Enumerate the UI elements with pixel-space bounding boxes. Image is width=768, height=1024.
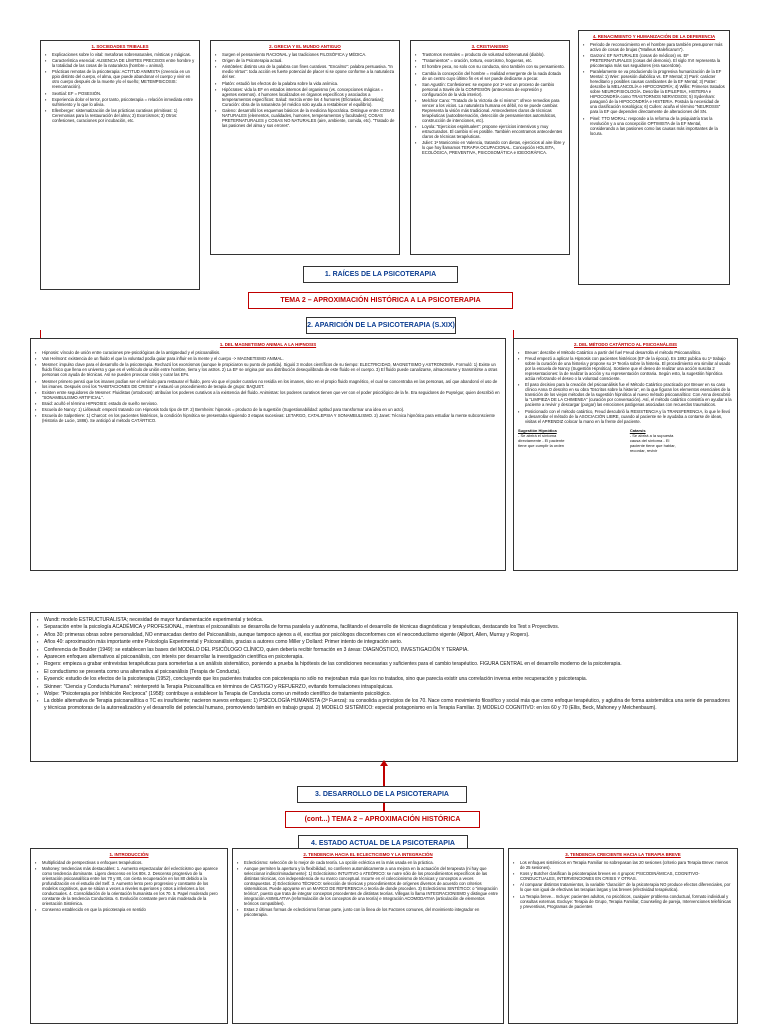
comparison-table <box>518 428 733 453</box>
tribal-heading: 1. SOCIEDADES TRIBALES <box>91 44 149 49</box>
list-item: ▪ Ellenberger: sistematización de las prácticas curativas primitivas: 1) Ceremonias para la restauración del alma; 2) Exorcismos; 3) Otros: confesiones, curaciones por incubación, etc. <box>45 108 195 123</box>
list-item: ▪ Sexttial: EF = POSESIÓN. <box>45 91 195 96</box>
list-item: ▪ Escuela de Salpetriere: 1) Charcot: en los pacientes histéricos, la condición hipnótica se presentaba siguiendo 3 etapas sucesivas: LETARGO, CATALEPSIA Y SONAMBULISMO. 2) Janet: Técnica hipnótica para estudiar la mente subconsciente (Historia de Lucie, 1886). Se anticipó al método CATÁRTICO. <box>35 413 501 423</box>
tema-title: TEMA 2 – APROXIMACIÓN HISTÓRICA A LA PSICOTERAPIA <box>248 292 513 309</box>
desarrollo-title: 3. DESARROLLO DE LA PSICOTERAPIA <box>297 786 467 803</box>
list-item: ▪ Eysenck: estudio de los efectos de la psicoterapia (1952), concluyendo que los pacientes tratados con psicoterapia no sólo no mejoraban más que los no tratados, sino que parecía existir una correlación inversa entre recuperación y psicoterapia. <box>37 676 731 682</box>
connector-line <box>513 330 514 338</box>
list-item: ▪ Multiplicidad de perspectivas o enfoques terapéuticos. <box>35 860 223 865</box>
table-col-sugestion <box>518 428 621 453</box>
table-header: Catarsis <box>629 427 646 433</box>
connector-line <box>383 766 385 786</box>
cont-title: (cont...) TEMA 2 – APROXIMACIÓN HISTÓRICA <box>285 811 480 828</box>
renacimiento-list <box>583 42 725 136</box>
introduccion-box <box>30 848 228 1024</box>
cristianismo-box <box>410 40 570 255</box>
list-item: ▪ Escuela de Nancy: 1) Liébeault: empezó tratando con Hipnosis todo tipo de EF. 2) Bernheim: hipnosis = producto de la sugestión (Sugestionabilidad: aptitud para transformar una idea en un acto). <box>35 407 501 412</box>
cataristico-list <box>518 350 733 424</box>
cataristico-heading: 2. DEL MÉTODO CATÁRTICO AL PSICOANÁLISIS <box>574 342 677 347</box>
eclecticismo-list <box>237 860 499 917</box>
list-item: ▪ Mesmer: impulso clave para el desarrollo de la psicoterapia. Rechazó los exorcismos (aunque le propiciaron su punto de partida). Siguió 3 modos científicos de su tiempo: ELECTRICIDAD, MAGNETISMO y ASTRONOMÍA. Formuló: 1) Existe un fluido físico que llena en universo y que es el vehículo de unión entre hombre, tierra y los astros. 2) La EF se origina por una distribución desequilibrada de este fluido en el cuerpo. 3) El fluido puede canalizarse, almacenarse y transmitirse a otras personas con ayuda de técnicas. Así se pueden provocar crisis y curar las EFs. <box>35 362 501 377</box>
list-item: ▪ Mesmer primero pensó que los imanes podían ser el vehículo para restaurar el fluido, pero vio que el poder curativo no residía en los imanes, sino en el propio fluido magnético, el cual se concentraba en las personas, así que abandonó el uso de los imanes. Después creó los "HABITACIONES DE CRISIS" e instauró un procedimiento de terapia de grupo: BAQUET. <box>35 379 501 389</box>
list-item: ▪ Posicionado con el método catártico, Freud descubrió la RESISTENCIA y la TRANSFERENCIA, lo que le llevó a desarrollar el método de la ASOCIACIÓN LIBRE, cuando al paciente se le ayudaba a contarse de ideas, visitas el APRENDIZ colocar la mano en la frente del paciente. <box>518 409 733 424</box>
cristianismo-list <box>415 52 565 155</box>
list-item: ▪ Aunque permiten la apertura y la flexibilidad, no confieren automáticamente a una mejora en la actuación del terapeuta (ni hay que seleccionar indiscriminadamente): 1) Eclecticismo INTUITIVO o ATEÓRICO: se nutre sólo de los procedimientos específicos de las distintas técnicas, con independencia de su marco conceptual. Incurre en el coleccionismo de técnicas y conceptos a veces contrapuestos. 2) Eclecticismo TÉCNICO: selección de técnicas y procedimientos de orígenes diversos de acuerdo con criterios sistemáticos. Puede apoyarse en un MARCO DE REFERENCIA o teoría de donde proceden. 3) Eclecticismo SINTÉTICO: o "integración teórica", puesto que trata de integrar conceptos procedentes de distintas teorías. Villegas lo llama INTEGRACIONISMO y distingue entre integración ASIMILATIVA (reformulación de los conceptos de una teoría) e Integración ACOMODATIVA (articulación de elementos teóricos compatibles). <box>237 866 499 906</box>
list-item: ▪ Wundt: modelo ESTRUCTURALISTA; necesidad de mayor fundamentación experimental y teórica. <box>37 617 731 623</box>
tribal-box <box>40 40 200 290</box>
list-item: ▪ La doble alternativa de Terapia psicoanalítica o TC es insuficiente; nacieron nuevos enfoques: 1) PSICOLOGÍA HUMANISTA (3ª Fuerza): su consolida a principios de los 70. Nace como movimiento filosófico y social más que como enfoque terapéutico, y aglutina de forma asistemática una serie de pensadores y técnicas promotoras de la autorrealización y el desarrollo del potencial humano, promoviendo también en trabajo grupal. 2) MODELO SISTÉMICO: especial protagonismo en la Terapia Familiar. 3) MODELO COGNITIVO: en los 60 y 70 (Ellis, Beck, Mahoney y Meichenbaum). <box>37 698 731 710</box>
list-item: ▪ Paralelamente se va produciendo la progresiva humanización de la EF Mental: 1) Wier: posesión diabólica vs. EF Mental; 2) Paré: carácter hereditario y posibles causas cambiantes de la EF Mental; 3) Patter: describe la MELANCOLÍA e HIPOCONDRÍA; 4) Willis: Primeros tratados sobre NEUROFISIOLOGÍA. Describe la EPILEPSIA, HISTERIA e HIPOCONDRÍA como TRASTORNOS NERVIOSOS; 5) Sydenham: paragonó de la HIPOCONDRÍA e HISTERIA. Postula la necesidad de una clasificación nosológica; 6) Cullen: acuña el término "NEUROSIS" para la EF que dependen directamente de alteraciones del SN. <box>583 69 725 114</box>
list-item: ▪ Al comparar distintos tratamientos, la variable "duración" de la psicoterapia NO produce efectos diferenciales, por lo que son igual de efectivas las terapias largas y las breves (efectividad terapéutica). <box>513 882 733 892</box>
list-item: ▪ Platón: estudió los efectos de la palabra sobre la vida anímica. <box>215 81 395 86</box>
list-item: ▪ Aristóteles: distinto uso de la palabra con fines curativos. "Encalmo": palabra persuasiva. "In medio Virtus": toda acción es fuerte potencial de placer si se opone conforme a la naturaleza del ser. <box>215 64 395 79</box>
list-item: ▪ San Agustín: Confesiones: se expone por 1ª vez un proceso de cambio personal a través de la CONFESIÓN (antecesora de expresión y configuración de la vida interior). <box>415 82 565 97</box>
list-item: ▪ Origen de la Psicoterapia actual. <box>215 58 395 63</box>
desarrollo-list <box>37 617 731 711</box>
list-item: ▪ Prácticas remotas de la psicoterapia: ACTITUD ANIMISTA (creencia en un ppio distinto del cuerpo, el alma, que puede abandonar el cuerpo y vivir en otro cuerpo después de la muerte y/o el sueño; METEMPSICOSIS: reencarnación). <box>45 69 195 89</box>
magnetismo-heading: 1. DEL MAGNETISMO ANIMAL A LA HIPNOSIS <box>219 342 317 347</box>
connector-line <box>40 330 41 338</box>
list-item: ▪ Existen entre seguidores de Mesmer: Fluidistas (ortodoxos): atribuían los poderes curativos a la existencia del fluido. Animistas: los poderes curativos tienen que ver con el poder psicológico de la fe. Era seguidores de Puységur, quien describió en "SONAMBULISMO ARTIFICIAL". <box>35 390 501 400</box>
grecia-box <box>210 40 400 255</box>
list-item: ▪ Rogers: empieza a grabar entrevistas terapéuticas para someterlas a un análisis sistemático, poniendo a prueba la hipótesis de las condiciones necesarias y suficientes para el cambio terapéutico. FIGURA CENTRAL en el desarrollo moderno de la psicoterapia. <box>37 661 731 667</box>
tribal-list <box>45 52 195 123</box>
list-item: ▪ La Terapia breve... Incluye: pacientes adultos, no psicóticos, cualquier problema conductual, formato individual y consultas externas. Excluye: Terapia de Grupo, Terapia Familiar, Counseling de pareja, Intervenciones telefónicas y preventivas, Programas de pacientes <box>513 894 733 909</box>
list-item: ▪ Braid: acuñó el término HIPNOSIS: estado de sueño nervioso. <box>35 401 501 406</box>
list-item: ▪ Los enfoques sistémicos en Terapia Familiar no sobrepasan las 20 sesiones (criterio para Terapia Breve: menos de 25 sesiones). <box>513 860 733 870</box>
list-item: ▪ Galeno: desarrolló los esquemas básicos de la medicina hipocrática. Distingue entre COSAS NATURALES (elementos, cualidades, humores, temperamentos y facultades); COSAS PRETERNATURALES y COSAS NO NATURALES (aire, ambiente, comida, etc). "Tratado de las pasiones del alma y sus errores". <box>215 108 395 128</box>
list-item: ▪ Separación entre la psicología ACADÉMICA y PROFESIONAL, mientras el psicoanálisis se desarrolla de forma paralela y autónoma, facilitando el desarrollo de técnicas diagnósticas y terapéuticas, destacando los Test s Proyectivos. <box>37 624 731 630</box>
list-item: ▪ El hombre peca, no solo con su conducta, sino también con su pensamiento. <box>415 64 565 69</box>
renacimiento-box <box>578 30 730 285</box>
raices-title: 1. RAÍCES DE LA PSICOTERAPIA <box>303 266 458 283</box>
magnetismo-box <box>30 338 506 571</box>
list-item: ▪ Freud empezó a aplicar la Hipnosis con pacientes histéricos (EF de la época). En 1892 publica su 1º trabajo sobre la curación de una histeria y propone su 1ª Teoría sobre la histeria. El procedimiento era similar al usado por la escuela de Nancy (Sugestión Hipnótica). Sostiene que el deseo de realizar una acción suscita 2 representaciones: la de realizar la acción y su representación contraria. Según esto, la sugestión hipnótica actúa reforzando el deseo o la voluntad consciente. <box>518 356 733 381</box>
list-item: ▪ Pinel: TTO MORAL: responde a la reforma de la psiquiatría tras la revolución y a una concepción OPTIMISTA de la EF Mental, considerando a las pasiones como las causas más importantes de la locura. <box>583 116 725 136</box>
introduccion-list <box>35 860 223 912</box>
list-item: ▪ Loyola: "Ejercicios espirituales": propone ejercicios intensivos y muy estructurados. El cambio sí es posible. También encontramos antecedentes claros de técnicas terapéuticas. <box>415 124 565 139</box>
list-item: ▪ Aparecen enfoques alternativos al psicoanálisis, con interés por desarrollar la investigación científica en psicoterapia. <box>37 654 731 660</box>
magnetismo-list <box>35 350 501 423</box>
list-item: ▪ Estas 2 últimas formas de eclecticismo forman parte, junto con la línea de los Factores comunes, del movimiento integrador en psicoterapia. <box>237 907 499 917</box>
list-item: ▪ Hipócrates: vida la EF en estados internos del organismo (vs. concepciones mágicas = agentes externos). 4 humores localizados en órganos específicos y asociados a temperamentos específicos: Salud: mezcla entre los 4 humores (Eficrasias, discrasias); Curación: obra de la naturaleza (el médico solo ayuda a restablecer el equilibrio). <box>215 87 395 107</box>
list-item: ▪ Trastornos mentales = producto de voluntad sobrenatural (diablo). <box>415 52 565 57</box>
desarrollo-box <box>30 612 738 762</box>
table-cell: - Se abrirá a la supuesta causa del síntoma - El paciente tiene que hablar, recordar, revivir <box>629 432 676 453</box>
breve-box <box>508 848 738 1024</box>
breve-heading: 3. TENDENCIA CRECIENTE HACIA LA TERAPIA BREVE <box>565 852 681 857</box>
list-item: ▪ Eclecticismo: selección de lo mejor de cada teoría. La opción ecléctica es la más usada en la práctica. <box>237 860 499 865</box>
list-item: ▪ Explicaciones sobre lo vital: metaforas sobrenaturales, místicas y mágicas. <box>45 52 195 57</box>
introduccion-heading: 1. INTRODUCCIÓN <box>109 852 149 857</box>
cataristico-box <box>513 338 738 571</box>
list-item: ▪ Juliet: 1ª Manicomio en Valencia, tratando con dietas, ejercicios al aire libre y lo que hoy llamamos TERAPIA OCUPACIONAL. Concepción HOLISTA, ECOLÓGICA, PREVENTIVA, PSICOSOMÁTICA e IDEOGRÁFICA. <box>415 140 565 155</box>
eclecticismo-box <box>232 848 504 1024</box>
list-item: ▪ Años 30: primeras obras sobre personalidad, NO enmarcadas dentro del Psicoanálisis, aunque tampoco ajenos a él, escritas por psicólogos disconformes con el neoconductismo vigente (Allport, Allen, Murray y Rogers). <box>37 632 731 638</box>
estado-title: 4. ESTADO ACTUAL DE LA PSICOTERAPIA <box>298 835 468 852</box>
list-item: ▪ Hipnosis: vínculo de unión entre curaciones pre-psicológicas de la antigüedad y el psicoanálisis. <box>35 350 501 355</box>
list-item: ▪ "Tratamientos" = oración, tortura, exorcismo, hogueras, etc. <box>415 58 565 63</box>
table-header: Sugestión Hipnótica <box>518 427 557 433</box>
grecia-list <box>215 52 395 128</box>
renacimiento-heading: 4. RENACIMIENTO Y HUMANIZACIÓN DE LA DEFERENCIA <box>592 34 716 39</box>
list-item: ▪ Melchior Cano: "Tratado de la Victoria de sí mismo": ofrece remedios para vencer a los vicios. La naturaleza humana es débil, no se puede cambiar. Representa la visión más tradicional. Antecedentes claros de técnicas terapéuticas (autoobservación, detección de pensamientos automáticos, construcción de intenciones, etc). <box>415 98 565 123</box>
list-item: ▪ El paso decisivo para la creación del psicoanálisis fue el Método Catártico practicado por Breuer en su caso clínico Anna O descrito en su obra "Escritos sobre la histeria", en la que figuran los elementos esenciales de la transición de los viejos métodos de la sugestión hipnótica al nuevo método psicoanalítico: Con Anna descubrió la "LIMPIEZA DE LA CHIMENEA" (curación por conversación). Así, el método catártico consistía en ayudar a la paciente a revivir y descargar (purgar) las emociones patógenas asociadas con recuerdos traumáticos. <box>518 382 733 407</box>
list-item: ▪ Cambia la concepción del hombre = realidad emergente de la nada dotada de un centro cuyo último fin es el ser puede dedicarse a pecar. <box>415 71 565 81</box>
list-item: ▪ Van Helmont: existencia de un fluido el que la voluntad podía guiar para influir en la mente y el cuerpo -> MAGNETISMO ANIMAL. <box>35 356 501 361</box>
list-item: ▪ Mahoney: tendencias más destacables: 1. Aumento espectacular del eclecticismo que aparece como tendencia dominante. Ligero descenso en los 80s. 2. Descenso progresivo de la orientación psicoanalítica entre los 70 y 80, con cierta recuperación en los 80 debido a la profundización en el estudio del Self. 3. Aumento lento pero progresivo y constante de los modelos cognitivos, que se sitúan a veces a niveles superiores y otros a inferiores a los conductuales. 4. Consolidación de la orientación humanista en los 70. 5. Papel moderado pero constante de la tendencia Conductista. 6. Evolución constante pero más moderada de la orientación Sistémica. <box>35 866 223 906</box>
list-item: ▪ Periodo de reconocimiento en el hombre para también presuponer más activo de cosas de brujas ("Malleus Maleficarum"). <box>583 42 725 52</box>
grecia-heading: 2. GRECIA Y EL MUNDO ANTIGUO <box>269 44 341 49</box>
list-item: ▪ Garzoni: EF NATURALES (cosas de médicos) vs. EF PRETERNATURALES (cosas del demonio). El siglo XVI representa la psicoterapia más sus seguidores (era sacerdote). <box>583 53 725 68</box>
table-col-catarsis <box>630 428 733 453</box>
list-item: ▪ Conferencia de Boulder (1949): se establecen las bases del MODELO DEL PSICÓLOGO CLÍNICO, quien debería recibir formación en 3 áreas: DIAGNÓSTICO, INVESTIGACIÓN Y TERAPIA. <box>37 647 731 653</box>
list-item: ▪ Wolpe: "Psicoterapia por Inhibición Recíproca" (1958): contribuye a establecer la Terapia de Conducta como un método científico de tratamiento psicológico. <box>37 691 731 697</box>
list-item: ▪ Característica esencial: AUSENCIA DE LÍMITES PRECISOS entre hombre y la totalidad de las cosas de la naturaleza (hombre = animal). <box>45 58 195 68</box>
list-item: ▪ Años 40: aproximación más importante entre Psicología Experimental y Psicoanálisis, gracias a autores como Miller y Dollard: Primer intento de integración serio. <box>37 639 731 645</box>
list-item: ▪ Consenso establecido en que la psicoterapia en sentido <box>35 907 223 912</box>
list-item: ▪ Breuer: describe el Método Catártico a partir del fuel Freud desarrolla el método Psicoanalítico. <box>518 350 733 355</box>
list-item: ▪ Skinner: "Ciencia y Conducta Humana": reinterpretó la Terapia Psicoanalítica en términos de CASTIGO y REFUERZO, evitando formulaciones intrapsíquicas. <box>37 684 731 690</box>
eclecticismo-heading: 2. TENDENCIA HACIA EL ECLECTICISMO Y LA INTEGRACIÓN <box>303 852 433 857</box>
list-item: ▪ El conductismo se presenta como una alternativa al psicoanálisis (Terapia de Conducta). <box>37 669 731 675</box>
list-item: ▪ Experiencia dolor el terror, por tanto, psicoterapia = relación inmediata entre sufrimiento y lo que lo alivia. <box>45 97 195 107</box>
cristianismo-heading: 3. CRISTIANISMO <box>471 44 509 49</box>
aparicion-title: 2. APARICIÓN DE LA PSICOTERAPIA (S.XIX) <box>306 317 456 334</box>
table-cell: - Se abrirá el síntoma directamente - El paciente tiene que cumplir la orden <box>518 432 565 448</box>
breve-list <box>513 860 733 909</box>
list-item: ▪ Surgen el pensamiento RACIONAL y las tradiciones FILOSÓFICA y MÉDICA. <box>215 52 395 57</box>
connector-line <box>383 803 385 811</box>
list-item: ▪ Koss y Butcher clasifican la psicoterapias breves en 4 grupos: PSICODINÁMICAS, COGNITIVO-CONDUCTUALES, INTERVENCIONES EN CRISIS Y OTRAS. <box>513 871 733 881</box>
